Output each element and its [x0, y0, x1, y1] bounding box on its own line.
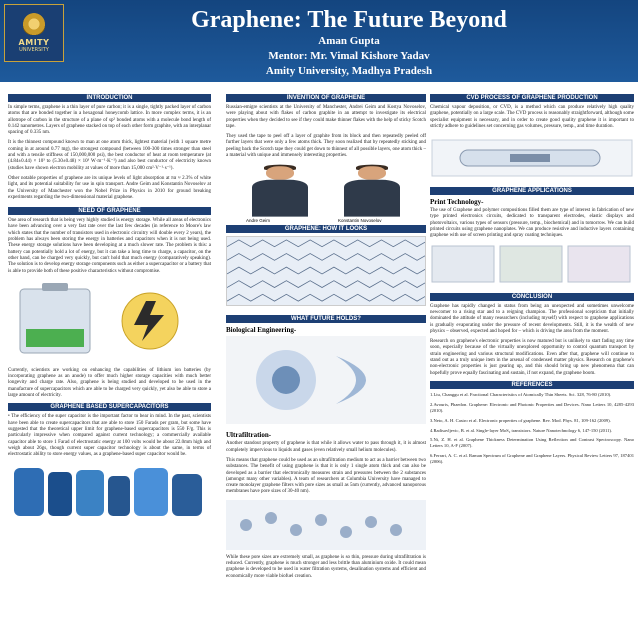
references-heading: REFERENCES: [430, 381, 634, 389]
graphene-lattice-image: [226, 236, 426, 306]
reference-item: 2.Avouris, Phaedon. Graphene: Electronic and Photonic Properties and Devices. Nano Letters 10, 4285-4293 (2010).: [430, 401, 634, 413]
supercapacitor-image: [8, 462, 211, 520]
introduction-heading: INTRODUCTION: [8, 94, 211, 102]
bio-title: Biological Engineering-: [226, 326, 297, 335]
cvd-diagram: [430, 134, 634, 182]
invention-p1: Russian-emigre scientists at the University of Manchester, Andrei Geim and Kostya Novoselov, were playing about with flakes of carbon graphite in an attempt to investigate its electrical properties when they decided to see if they could make thinner flakes with the help of sticky Scotch tape.: [226, 105, 426, 129]
reference-item: 1.Liu, Changgu et al. Fractional Characteristics of Atomically Thin Sheets. Sci. 328, 76-80 (2010).: [430, 391, 612, 397]
university-logo: [4, 4, 64, 62]
person-left: [248, 163, 312, 186]
invention-heading: INVENTION OF GRAPHENE: [226, 94, 426, 102]
biological-engineering-image: [226, 336, 426, 424]
person-right: [340, 163, 404, 186]
printed-electronics-image: [430, 244, 634, 284]
author: Aman Gupta: [318, 35, 380, 47]
references-list: [430, 392, 634, 465]
invention-p2: They used the tape to peel off a layer of graphite from its block and then repeatedly peeled off further layers that were only a few atoms thick. They soon realized that by repeatedly sticking and peeling back the Scotch tape they could get down to thinnest of all possible layers, one atom thick – a material with unique and immensely interesting properties.: [226, 134, 426, 159]
introduction-p1: In simple terms, graphene is a thin layer of pure carbon; it is a single, tightly packed layer of carbon atoms that are bonded together in a hexagonal honeycomb lattice. In more complex terms, it is an allotrope of carbon in the structure of a plane of sp² bonded atoms with a molecule bond length of 0.142 nanometres. Layers of graphene stacked on top of each other form graphite, with an interplanar spacing of 0.335 nm.: [8, 105, 211, 136]
introduction-p2: It is the thinnest compound known to man at one atom thick, lightest material (with 1 square metre coming in at around 0.77 mg), the strongest compound (between 100-300 times stronger than steel and with a tensile stiffness of 150,000,000 psi), the best conductor of heat at room temperature (at (4.84±0.44) × 10³ to (5.30±0.48) × 10³ W·m⁻¹·K⁻¹) and also best conductor of electricity known (studies have shown electron mobility at values of more than 15,000 cm²·V⁻¹·s⁻¹).: [8, 140, 211, 171]
name-left: Andre Geim: [246, 218, 271, 224]
print-title: Print Technology-: [430, 198, 484, 207]
introduction-p3: Other notable properties of graphene are its unique levels of light absorption at πα ≈ 2.3% of white light, and its potential suitability for use in spin transport. Andre Geim and Konstantin Novoselov at the University of Manchester won the Nobel Prize in Physics in 2010 for ground breaking experiments regarding the two-dimensional material graphene.: [8, 175, 211, 200]
poster-title: Graphene: The Future Beyond: [191, 7, 507, 33]
poster-header: [0, 0, 638, 82]
whatholds-p1: Another standout property of graphene is that while it allows water to pass through it, it is almost completely impervious to liquids and gases (even relatively small helium molecules).: [226, 441, 426, 453]
reference-item: 5.Ni, Z. H. et al. Graphene Thickness Determination Using Reflection and Contrast Spectroscopy. Nano Letters 10, A-F (2007).: [430, 437, 634, 449]
reference-item: 4.Radisavljevic, B. et al. Single-layer MoS₂ transistors. Nature Nanotechnology 6, 147-150 (2011).: [430, 427, 613, 433]
whatholds-p2: This means that graphene could be used as an ultrafiltration medium to act as a barrier between two substances. The benefit of using graphene is that it is only 1 single atom thick and can also be developed as a barrier that electronically measures strain and pressures between the 2 substances (amongst many other variables). A team of researchers at Columbia University have managed to create monolayer graphene filters with pore sizes as small as 5nm (currently, advanced nanoporous membranes have pore sizes of 30-40 nm).: [226, 457, 426, 495]
whatholds-p3: While these pore sizes are extremely small, as graphene is so thin, pressure during ultrafiltration is reduced. Currently, graphene is much stronger and less brittle than aluminium oxide. It could mean graphene is developed to be used in water filtration systems, desalination systems and efficient and economically more viable biofuel creation.: [226, 554, 426, 579]
column-middle: [226, 94, 426, 584]
reference-item: 3.Neto, A. H. Castro et al. Electronic properties of graphene. Rev. Mod. Phys. 81, 109-162 (2009).: [430, 417, 611, 423]
conclusion-heading: CONCLUSION: [430, 293, 634, 301]
logo-text-top: AMITY: [18, 38, 50, 47]
ultrafiltration-image: [226, 500, 426, 550]
column-right: [430, 94, 634, 469]
mentor: Mentor: Mr. Vimal Kishore Yadav: [268, 50, 430, 62]
applications-p1: The use of Graphene and polymer compositions filled them are type of interest in fabrication of new type printed electronics circuits, dedicated to transparent electrodes, elastic displays and photovoltaics, various types of sensors (pressure, temp., biochemical) and in tomorrow. We can build printed circuits using graphene nanoplates. We can produce resistive and inductive layers containing graphene with use of screen printing and spray coating techniques.: [430, 208, 634, 239]
conclusion-p1: Graphene has rapidly changed in status from being an unexpected and sometimes unwelcome newcomer to a rising star and to a reigning champion. The professional scepticism that initially dominated the attitude of many researchers (including myself) with respect to graphene applications is gradually evaporating under the pressure of recent developments. Still, it is the wealth of new physics – observed, expected and hoped for – which is driving the area from the moment.: [430, 303, 634, 334]
institution: Amity University, Madhya Pradesh: [265, 65, 433, 77]
conclusion-p2: Research on graphene's electronic properties is now matured but is unlikely to start fading any time soon, especially because of the virtually unexplored opportunity to control quantum transport by strain engineering and various structural modifications. Even after that, graphene will continue to stand out as a truly unique item in the arsenal of condensed matter physics. Research on graphene's non-electronic properties is just gearing up, and this should bring up new phenomena that can hopefully prove equally fascinating and sustain, if not expand, the graphene boom.: [430, 339, 634, 376]
column-left: [8, 94, 211, 525]
need-p2: Currently, scientists are working on enhancing the capabilities of lithium ion batteries (by incorporating graphene as an anode) to offer much higher storage capacities with much better longevity and charge rate. Also, graphene is being studied and developed to be used in the manufacture of supercapacitors which are able to be charged very quickly, yet also be able to store a large amount of electricity.: [8, 367, 211, 399]
reference-item: 6.Ferrari, A. C. et al. Raman Spectrum of Graphene and Graphene Layers. Physical Review Letters 97, 187401 (2006).: [430, 453, 634, 465]
supercap-p1: • The efficiency of the super capacitor is the important factor to bear in mind. In the past, scientists have been able to create supercapacitors that are able to store 150 Farads per gram, but some have suggested that the theoretical upper limit for graphene-based supercapacitors is 550 F/g. This is particularly impressive when compared against current technology; a commercially available capacitor able to store 1 Farad of electrostatic energy at 100 volts would be about 22.0mm high and weigh about 26gs, though current super capacitor technology is about the same, in terms of electrostatic ability to store energy values, as a graphene-based super capacitor would be.: [8, 414, 211, 458]
howlooks-heading: GRAPHENE: HOW IT LOOKS: [226, 225, 426, 233]
whatholds-heading: WHAT FUTURE HOLDS?: [226, 315, 426, 323]
scientists-photo: [226, 163, 426, 223]
cvd-heading: CVD PROCESS OF GRAPHENE PRODUCTION: [430, 94, 634, 102]
need-heading: NEED OF GRAPHENE: [8, 207, 211, 215]
crest-icon: [23, 13, 45, 35]
name-right: Konstantin Novoselov: [338, 218, 382, 224]
cvd-p1: Chemical vapour deposition, or CVD, is a method which can produce relatively high quality graphene, potentially on a large scale. The CVD process is reasonably straightforward, although some specialist equipment is necessary, and in order to create good quality graphene it is important to strictly adhere to guidelines set concerning gas volumes, pressure, temp., and time duration.: [430, 105, 634, 129]
battery-capacitor-image: [8, 279, 211, 363]
supercap-heading: GRAPHENE BASED SUPERCAPACITORS: [8, 403, 211, 411]
need-p1: One area of research that is being very highly studied is energy storage. While all areas of electronics have been advancing over a very fast rate over the last few decades (in reference to Moore's law which states that the number of transistors used in electronic circuitry will double every 2 years), the problem has always been storing the energy in batteries and capacitors when it is not being used. These energy storage solutions have been developing at a much slower rate. The problem is this: a battery can potentially hold a lot of energy, but it can take a long time to charge, a capacitor, on the other hand, can be charged very quickly, but can't hold that much energy (comparatively speaking). The solution is to develop energy storage components such as either a supercapacitor or a battery that is able to provide both of these positive characteristics without compromise.: [8, 218, 211, 274]
ultra-title: Ultrafiltration-: [226, 431, 272, 440]
applications-heading: GRAPHENE APPLICATIONS: [430, 187, 634, 195]
title-block: [70, 6, 628, 79]
logo-text-bottom: UNIVERSITY: [19, 47, 49, 53]
